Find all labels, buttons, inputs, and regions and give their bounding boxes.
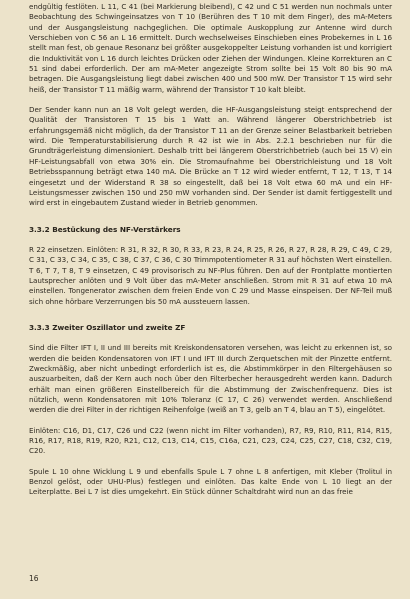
paragraph-transmitter-power: Der Sender kann nun an 18 Volt gelegt werden, die HF-Ausgangsleistung steigt entsprechend der Qualität der Transistoren T 15 bis 1 Watt an. Während längerer Oberstrichbetrieb ist erfahrungsgemäß nicht möglich, da der Transistor T 11 an der Grenze seiner Belastbarkeit betrieben wird. Die Temperaturstabilisierung durch R 42 ist wie in Abs. 2.2.1 beschrieben nur für die Grundträgerleistung dimensioniert. Deshalb tritt bei längerem Oberstrichbetrieb (auch bei 15 V) ein HF-Leistungsabfall von etwa 30% ein. Die Stromaufnahme bei Oberstrichleistung und 18 Volt Betriebsspannung beträgt etwa 140 mA. Die Brücke an T 12 wird wieder entfernt, T 12, T 13, T 14 eingesetzt und der Widerstand R 38 so eingestellt, daß bei 18 Volt etwa 60 mA und ein HF-Leistungsmesser zwischen 150 und 250 mW vorhanden sind. Der Sender ist damit fertiggestellt und wird erst in eingebautem Zustand wieder in Betrieb genommen. <box>29 105 392 208</box>
paragraph-gap <box>29 95 392 105</box>
paragraph-transmitter-alignment: endgültig festlöten. L 11, C 41 (bei Markierung bleibend), C 42 und C 51 werden nun nochmals unter Beobachtung des Schwingeinsatzes von T 10 (Berühren des T 10 mit dem Finger), des mA-Meters und der Ausgangsleistung nachgeglichen. Die optimale Auskopplung zur Antenne wird durch Verschieben von C 56 an L 16 ermittelt. Durch wechselweises Einschieben eines Probekernes in L 16 stellt man fest, ob genaue Resonanz bei größter ausgekoppelter Leistung vorhanden ist und korrigiert die Induktivität von L 16 durch leichtes Drücken oder Ziehen der Windungen. Kleine Korrekturen an C 51 sind dabei erforderlich. Der am mA-Meter angezeigte Strom sollte bei 15 Volt 80 bis 90 mA betragen. Die Ausgangsleistung liegt dabei zwischen 400 und 500 mW. Der Transistor T 15 wird sehr heiß, der Transistor T 11 mäßig warm, während der Transistor T 10 kalt bleibt. <box>29 2 392 94</box>
paragraph-filter-preparation: Sind die Filter IFT I, II und III bereits mit Kreiskondensatoren versehen, was leicht zu erkennen ist, so werden die beiden Kondensatoren von IFT I und IFT III durch Zerquetschen mit der Pinzette entfernt. Zweckmäßig, aber nicht unbedingt erforderlich ist es, die Abstimmkörper in den Filtergehäusen so auszuarbeiten, daß der Kern auch noch über den Filterbecher herausgedreht werden kann. Dadurch erhält man einen größeren Einstellbereich für die Abstimmung der Zwischenfrequenz. Dies ist nützlich, wenn Kondensatoren mit 10% Toleranz (C 17, C 26) verwendet werden. Anschließend werden die drei Filter in der richtigen Reihenfolge (weiß an T 3, gelb an T 4, blau an T 5), eingelötet. <box>29 343 392 415</box>
page-number: 16 <box>29 574 39 583</box>
page-content <box>29 2 392 498</box>
paragraph-gap <box>29 457 392 467</box>
paragraph-coil-winding: Spule L 10 ohne Wicklung L 9 und ebenfalls Spule L 7 ohne L 8 anfertigen, mit Kleber (Trolitul in Benzol gelöst, oder UHU-Plus) festlegen und einlöten. Das kalte Ende von L 10 liegt an der Leiterplatte. Bei L 7 ist dies umgekehrt. Ein Stück dünner Schaltdraht wird nun an das freie <box>29 466 392 497</box>
section-heading-second-oscillator: 3.3.3 Zweiter Oszillator und zweite ZF <box>29 322 186 332</box>
paragraph-gap <box>29 416 392 426</box>
section-gap <box>29 235 392 245</box>
paragraph-solder-list: Einlöten: C16, D1, C17, C26 und C22 (wenn nicht im Filter vorhanden), R7, R9, R10, R11, R14, R15, R16, R17, R18, R19, R20, R21, C12, C13, C14, C15, C16a, C21, C23, C24, C25, C27, C18, C32, C19, C20. <box>29 425 392 456</box>
section-gap <box>29 333 392 343</box>
paragraph-nf-assembly: R 22 einsetzen. Einlöten: R 31, R 32, R 30, R 33, R 23, R 24, R 25, R 26, R 27, R 28, R 29, C 49, C 29, C 31, C 33, C 34, C 35, C 38, C 37, C 36, C 30 Trimmpotentiometer R 31 auf höchsten Wert einstellen. T 6, T 7, T 8, T 9 einsetzen, C 49 provisorisch zu NF-Plus führen. Den auf der Frontplatte montierten Lautsprecher anlöten und 9 Volt über das mA-Meter anschließen. Strom mit R 31 auf etwa 10 mA einstellen. Tongenerator zwischen dem freien Ende von C 29 und Masse einspeisen. Der NF-Teil muß sich ohne hörbare Verzerrungen bis 50 mA aussteuern lassen. <box>29 244 392 306</box>
section-heading-nf-amplifier: 3.3.2 Bestückung des NF-Verstärkers <box>29 224 181 234</box>
section-gap <box>29 209 392 225</box>
section-gap <box>29 307 392 323</box>
